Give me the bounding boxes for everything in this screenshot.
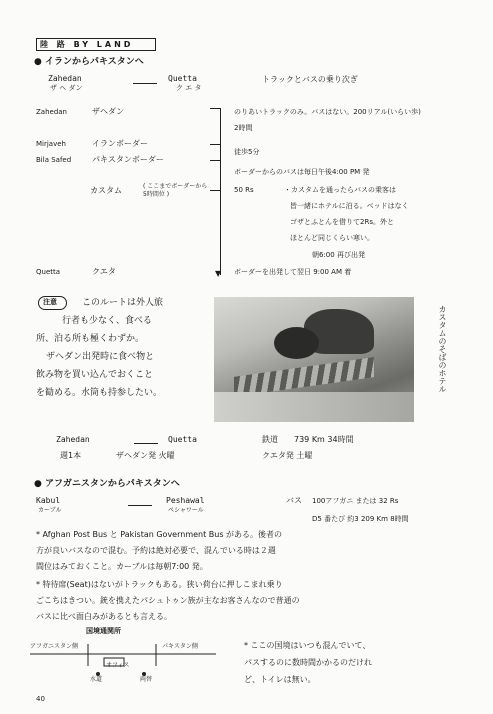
- route-note: 朝6:00 再び出発: [312, 251, 365, 259]
- route-note: ほとんど同じくらい寒い。: [290, 234, 374, 242]
- stop-kana: ザヘダン: [92, 107, 125, 116]
- sec2-line: ごこちはきつい。銃を携えたパシュトゥン族が主なお客さんなので普通の: [36, 596, 300, 605]
- map-bank: 両替: [140, 676, 153, 683]
- stop-kana: クエタ: [92, 267, 116, 276]
- sec2-to-roman: Peshawal: [166, 496, 205, 505]
- sec1-from-kana: ザ ヘ ダン: [50, 84, 83, 92]
- dash: [134, 443, 158, 444]
- border-note: * ここの国境はいつも混んでいて、: [244, 641, 371, 650]
- section1-title: ● イランからパキスタンへ: [34, 57, 144, 67]
- sec1-to-kana: ク エ タ: [176, 84, 202, 92]
- sec2-dist: D5 番たび 約3 209 Km 8時間: [312, 515, 409, 523]
- rail-freq: 週1本: [60, 451, 82, 460]
- sec1-from-roman: Zahedan: [48, 74, 82, 83]
- map-afghan: アフガニスタン側: [30, 643, 78, 650]
- arrow-down-icon: ▼: [215, 269, 222, 278]
- route-note: 50 Rs: [234, 186, 254, 194]
- stop-roman: Quetta: [36, 268, 61, 276]
- dash: [133, 83, 157, 84]
- stop-kana: イランボーダー: [92, 139, 148, 148]
- route-note: ・カスタムを通ったらバスの乗客は: [284, 186, 396, 194]
- route-note: のりあいトラックのみ。バスはない。200リアル(いらい歩): [234, 108, 421, 116]
- section2-title: ● アフガニスタンからパキスタンへ: [34, 479, 180, 489]
- route-arrow-line: [220, 108, 221, 275]
- caution-line: を勧める。水筒も持参したい。: [36, 388, 163, 398]
- map-office: オフィス: [106, 662, 130, 669]
- border-note: パスするのに数時間かかるのだけれ: [244, 658, 372, 667]
- sec2-fare: 100アフガニ または 32 Rs: [312, 497, 399, 505]
- tick: [210, 160, 221, 161]
- stop-roman: Zahedan: [36, 108, 67, 116]
- border-note: ど、トイレは無い。: [244, 675, 316, 684]
- custom-note: ( ここまでボーダーから5時間位 ): [143, 183, 208, 198]
- caution-line: ザヘダン出発時に食べ物と: [46, 352, 155, 362]
- rail-to: Quetta: [168, 435, 197, 444]
- tick: [210, 190, 221, 191]
- sec2-line: * Afghan Post Bus と Pakistan Government Bus がある。後者の: [36, 530, 283, 539]
- tick: [210, 144, 221, 145]
- dash: [128, 505, 152, 506]
- caution-line: 所、泊る所も極くわずか。: [36, 334, 145, 344]
- route-note: 2時間: [234, 124, 253, 132]
- sec1-subtitle: トラックとバスの乗り次ぎ: [262, 75, 358, 84]
- border-map: [28, 632, 218, 687]
- sec2-from-roman: Kabul: [36, 496, 61, 505]
- rail-dist: 739 Km 34時間: [294, 435, 354, 444]
- stop-roman: Mirjaveh: [36, 140, 66, 148]
- sec2-line: 間位はみておくこと。カーブルは毎朝7:00 発。: [36, 562, 208, 571]
- rail-arr: クエタ発 土曜: [262, 451, 313, 460]
- route-note: ボーダーを出発して翌日 9:00 AM 着: [234, 268, 352, 276]
- sec1-to-roman: Quetta: [168, 74, 197, 83]
- stop-kana: カスタム: [90, 186, 122, 195]
- caution-line: このルートは外人旅: [82, 298, 164, 308]
- rail-dep: ザヘダン発 火曜: [116, 451, 175, 460]
- sec2-line: バスに比べ面白みがあるとも言える。: [36, 612, 172, 621]
- stop-kana: パキスタンボーダー: [92, 155, 164, 164]
- photo-caption: カスタムのそばのホテル: [438, 305, 447, 393]
- sec2-line: * 特待席(Seat)はないがトラックもある。狭い荷台に押しこまれ乗り: [36, 580, 283, 589]
- rail-mode: 鉄道: [262, 435, 278, 444]
- caution-line: 行者も少なく、食べる: [62, 316, 152, 326]
- sec2-line: 方が良いバスなので混む。予約は絶対必要で、混んでいる時は２週: [36, 546, 276, 555]
- sec2-to-kana: ペシャワール: [168, 507, 204, 514]
- route-note: ゴザとふとんを借りて2Rs。外と: [290, 218, 394, 226]
- sec2-from-kana: カーブル: [38, 507, 62, 514]
- page-number: 40: [36, 695, 45, 703]
- caution-label: 注意: [43, 298, 57, 306]
- section-header: 陸 路 BY LAND: [40, 40, 134, 49]
- rail-from: Zahedan: [56, 435, 90, 444]
- caution-line: 飲み物を買い込んでおくこと: [36, 370, 154, 380]
- route-note: 皆一緒にホテルに泊る。ベッドはなく: [290, 202, 409, 210]
- stop-roman: Bila Safed: [36, 156, 72, 164]
- route-note: ボーダーからのバスは毎日午後4:00 PM 発: [234, 168, 370, 176]
- map-pak: パキスタン側: [162, 643, 198, 650]
- hotel-photo: [214, 297, 414, 422]
- map-title: 国境通関所: [86, 627, 121, 635]
- sec2-mode: バス: [286, 496, 302, 505]
- route-note: 徒歩5分: [234, 148, 260, 156]
- tick: [210, 108, 221, 109]
- map-water: 水道: [90, 676, 103, 683]
